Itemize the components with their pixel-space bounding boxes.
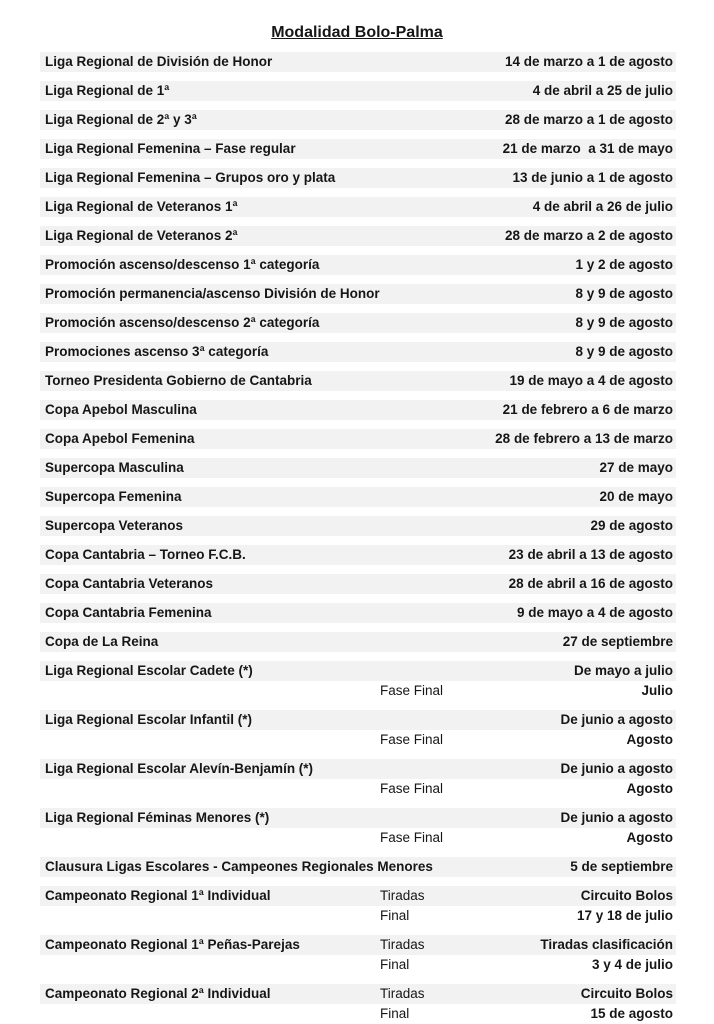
schedule-row-sub-line xyxy=(40,681,676,701)
event-name: Campeonato Regional 1ª Peñas-Parejas xyxy=(45,937,300,952)
schedule-row-sub-line xyxy=(40,955,676,975)
schedule-row-main-line xyxy=(40,400,676,420)
schedule-row-main-line xyxy=(40,545,676,565)
event-date: 28 de marzo a 2 de agosto xyxy=(504,228,673,243)
schedule-row-sub-line xyxy=(40,779,676,799)
event-substage-label: Final xyxy=(380,1006,410,1021)
schedule-row-main-line xyxy=(40,81,676,101)
event-date: 8 y 9 de agosto xyxy=(575,286,673,301)
event-date: Circuito Bolos xyxy=(580,888,673,903)
schedule-row-main-line xyxy=(40,759,676,779)
schedule-row-main-line xyxy=(40,661,676,681)
event-date: 9 de mayo a 4 de agosto xyxy=(516,605,673,620)
schedule-row-main-line xyxy=(40,632,676,652)
event-name: Liga Regional de Veteranos 1ª xyxy=(45,199,238,214)
event-date: 28 de abril a 16 de agosto xyxy=(508,576,673,591)
event-date: 5 de septiembre xyxy=(570,859,673,874)
event-substage-date: 15 de agosto xyxy=(590,1006,673,1021)
schedule-row xyxy=(40,226,676,246)
event-stage-label: Tiradas xyxy=(380,986,425,1001)
schedule-rows xyxy=(0,52,714,1024)
schedule-row-main-line xyxy=(40,808,676,828)
schedule-row xyxy=(40,429,676,449)
schedule-row xyxy=(40,313,676,333)
schedule-row-main-line xyxy=(40,226,676,246)
event-name: Campeonato Regional 2ª Individual xyxy=(45,986,271,1001)
event-date: 23 de abril a 13 de agosto xyxy=(508,547,673,562)
schedule-row-main-line xyxy=(40,429,676,449)
schedule-row-main-line xyxy=(40,284,676,304)
event-substage-label: Fase Final xyxy=(380,830,444,845)
event-name: Liga Regional de Veteranos 2ª xyxy=(45,228,238,243)
event-name: Promociones ascenso 3ª categoría xyxy=(45,344,269,359)
schedule-row-main-line xyxy=(40,52,676,72)
schedule-row xyxy=(40,574,676,594)
event-substage-label: Final xyxy=(380,957,410,972)
event-date: 4 de abril a 25 de julio xyxy=(532,83,673,98)
event-date: De mayo a julio xyxy=(573,663,673,678)
event-date: 13 de junio a 1 de agosto xyxy=(512,170,673,185)
schedule-row xyxy=(40,603,676,623)
event-name: Promoción permanencia/ascenso División de Honor xyxy=(45,286,380,301)
event-date: 8 y 9 de agosto xyxy=(575,315,673,330)
schedule-row-main-line xyxy=(40,313,676,333)
schedule-row-main-line xyxy=(40,574,676,594)
schedule-row xyxy=(40,857,676,877)
schedule-row xyxy=(40,110,676,130)
event-date: 21 de febrero a 6 de marzo xyxy=(502,402,673,417)
event-substage-label: Fase Final xyxy=(380,781,444,796)
event-name: Copa Cantabria Femenina xyxy=(45,605,212,620)
schedule-row xyxy=(40,935,676,975)
event-name: Copa Apebol Masculina xyxy=(45,402,197,417)
schedule-row xyxy=(40,886,676,926)
event-date: Circuito Bolos xyxy=(580,986,673,1001)
schedule-row xyxy=(40,52,676,72)
event-date: 28 de marzo a 1 de agosto xyxy=(504,112,673,127)
schedule-row-main-line xyxy=(40,168,676,188)
schedule-row-main-line xyxy=(40,487,676,507)
schedule-row xyxy=(40,759,676,799)
event-name: Liga Regional Femenina – Fase regular xyxy=(45,141,296,156)
schedule-row-main-line xyxy=(40,710,676,730)
event-date: 4 de abril a 26 de julio xyxy=(532,199,673,214)
schedule-row-main-line xyxy=(40,516,676,536)
event-name: Liga Regional de 1ª xyxy=(45,83,170,98)
event-date: De junio a agosto xyxy=(560,810,673,825)
event-name: Liga Regional Femenina – Grupos oro y plata xyxy=(45,170,336,185)
event-name: Supercopa Veteranos xyxy=(45,518,184,533)
event-substage-date: Agosto xyxy=(626,732,673,747)
schedule-row-main-line xyxy=(40,984,676,1004)
schedule-row xyxy=(40,710,676,750)
schedule-row xyxy=(40,197,676,217)
schedule-row-main-line xyxy=(40,857,676,877)
event-name: Promoción ascenso/descenso 1ª categoría xyxy=(45,257,320,272)
schedule-row xyxy=(40,81,676,101)
schedule-row xyxy=(40,632,676,652)
schedule-row-main-line xyxy=(40,342,676,362)
event-date: 28 de febrero a 13 de marzo xyxy=(495,431,673,446)
schedule-row xyxy=(40,255,676,275)
event-date: 1 y 2 de agosto xyxy=(575,257,673,272)
event-substage-date: Julio xyxy=(641,683,673,698)
page-title: Modalidad Bolo-Palma xyxy=(271,24,443,41)
event-substage-date: Agosto xyxy=(626,830,673,845)
event-name: Liga Regional Féminas Menores (*) xyxy=(45,810,270,825)
schedule-row-main-line xyxy=(40,110,676,130)
schedule-row xyxy=(40,984,676,1024)
schedule-row xyxy=(40,371,676,391)
event-substage-date: 3 y 4 de julio xyxy=(591,957,673,972)
event-name: Liga Regional Escolar Infantil (*) xyxy=(45,712,253,727)
schedule-row xyxy=(40,487,676,507)
event-date: De junio a agosto xyxy=(560,712,673,727)
event-substage-label: Fase Final xyxy=(380,732,444,747)
schedule-row xyxy=(40,139,676,159)
event-name: Supercopa Femenina xyxy=(45,489,182,504)
schedule-row xyxy=(40,661,676,701)
schedule-row xyxy=(40,284,676,304)
event-substage-date: Agosto xyxy=(626,781,673,796)
schedule-row-sub-line xyxy=(40,730,676,750)
event-substage-label: Final xyxy=(380,908,410,923)
schedule-row-main-line xyxy=(40,255,676,275)
schedule-row-sub-line xyxy=(40,906,676,926)
event-stage-label: Tiradas xyxy=(380,888,425,903)
event-date: De junio a agosto xyxy=(560,761,673,776)
schedule-row xyxy=(40,400,676,420)
schedule-row-main-line xyxy=(40,935,676,955)
schedule-row xyxy=(40,458,676,478)
event-name: Copa de La Reina xyxy=(45,634,159,649)
event-date: 20 de mayo xyxy=(599,489,673,504)
event-date: 27 de septiembre xyxy=(562,634,673,649)
event-date: Tiradas clasificación xyxy=(540,937,673,952)
event-date: 27 de mayo xyxy=(599,460,673,475)
event-name: Torneo Presidenta Gobierno de Cantabria xyxy=(45,373,312,388)
event-stage-label: Tiradas xyxy=(380,937,425,952)
schedule-row xyxy=(40,342,676,362)
event-substage-label: Fase Final xyxy=(380,683,444,698)
event-name: Liga Regional de División de Honor xyxy=(45,54,273,69)
event-name: Supercopa Masculina xyxy=(45,460,184,475)
event-name: Copa Apebol Femenina xyxy=(45,431,195,446)
event-name: Clausura Ligas Escolares - Campeones Regionales Menores xyxy=(45,859,433,874)
schedule-row-main-line xyxy=(40,139,676,159)
schedule-row-sub-line xyxy=(40,1004,676,1024)
schedule-row-main-line xyxy=(40,197,676,217)
event-name: Liga Regional de 2ª y 3ª xyxy=(45,112,197,127)
schedule-row xyxy=(40,516,676,536)
schedule-row-sub-line xyxy=(40,828,676,848)
schedule-row xyxy=(40,545,676,565)
event-name: Promoción ascenso/descenso 2ª categoría xyxy=(45,315,320,330)
schedule-row xyxy=(40,808,676,848)
event-date: 8 y 9 de agosto xyxy=(575,344,673,359)
schedule-row-main-line xyxy=(40,603,676,623)
schedule-row-main-line xyxy=(40,371,676,391)
event-date: 19 de mayo a 4 de agosto xyxy=(509,373,673,388)
event-date: 29 de agosto xyxy=(590,518,673,533)
event-name: Copa Cantabria – Torneo F.C.B. xyxy=(45,547,246,562)
event-date: 21 de marzo a 31 de mayo xyxy=(502,141,673,156)
event-date: 14 de marzo a 1 de agosto xyxy=(504,54,673,69)
event-name: Copa Cantabria Veteranos xyxy=(45,576,214,591)
schedule-row-main-line xyxy=(40,886,676,906)
event-substage-date: 17 y 18 de julio xyxy=(576,908,673,923)
event-name: Liga Regional Escolar Alevín-Benjamín (*) xyxy=(45,761,314,776)
schedule-row xyxy=(40,168,676,188)
event-name: Campeonato Regional 1ª Individual xyxy=(45,888,271,903)
schedule-row-main-line xyxy=(40,458,676,478)
event-name: Liga Regional Escolar Cadete (*) xyxy=(45,663,253,678)
